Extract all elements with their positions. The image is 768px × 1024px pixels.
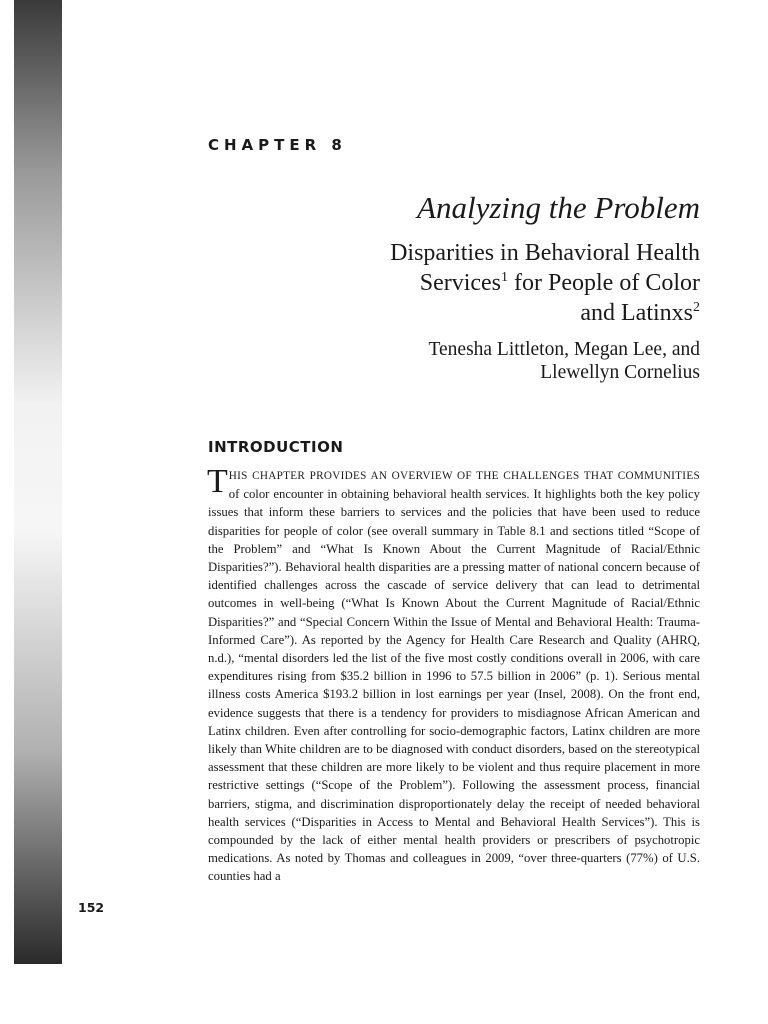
authors-line-2: Llewellyn Cornelius [540, 362, 700, 383]
subtitle-line-1: Disparities in Behavioral Health [390, 240, 700, 266]
chapter-label: CHAPTER 8 [208, 136, 347, 154]
authors-line-1: Tenesha Littleton, Megan Lee, and [428, 339, 700, 360]
subtitle-line-2-end: for People of Color [508, 270, 700, 296]
footnote-marker-1[interactable]: 1 [501, 270, 509, 285]
body-text: of color encounter in obtaining behavioral health services. It highlights both the key policy issues that inform these barriers to services and the policies that have been used to reduce disparities for people of color (see overall summary in Table 8.1 and sections titled “Scope of the Problem” and “What Is Known About the Current Magnitude of Racial/Ethnic Disparities?”). Behavioral health disparities are a pressing matter of national concern because of identified challenges across the cascade of service delivery that can lead to detrimental outcomes in well-being (“What Is Known About the Current Magnitude of Racial/Ethnic Disparities?” and “Special Concern Within the Issue of Mental and Behavioral Health: Trauma-Informed Care”). As reported by the Agency for Health Care Research and Quality (AHRQ, n.d.), “mental disorders led the list of the five most costly conditions overall in 2006, with care expenditures rising from $35.2 billion in 1996 to 57.5 billion in 2006” (p. 1). Serious mental illness costs America $193.2 billion in lost earnings per year (Insel, 2008). On the front end, evidence suggests that there is a tendency for providers to misdiagnose African American and Latinx children. Even after controlling for socio-demographic factors, Latinx children are more likely than White children are to be diagnosed with conduct disorders, based on the stereotypical assessment that these children are more likely to be violent and thus require placement in more restrictive settings (“Scope of the Problem”). Following the assessment process, financial barriers, stigma, and discrimination disproportionately delay the receipt of needed behavioral health services (“Disparities in Access to Mental and Behavioral Health Services”). This is compounded by the lack of either mental health providers or prescribers of psychotropic medications. As noted by Thomas and colleagues in 2009, “over three-quarters (77%) of U.S. counties had a [208, 487, 700, 884]
chapter-title: Analyzing the Problem [417, 190, 700, 225]
chapter-subtitle [260, 238, 700, 328]
drop-cap: T [207, 463, 228, 500]
footnote-marker-2[interactable]: 2 [693, 300, 700, 315]
lead-in-caps: HIS CHAPTER PROVIDES AN OVERVIEW OF THE CHALLENGES THAT COMMUNITIES [228, 470, 700, 482]
body-paragraph [207, 463, 700, 886]
subtitle-line-3-text: and Latinxs [580, 300, 693, 326]
subtitle-line-2-start: Services [419, 270, 502, 296]
subtitle-line-3 [260, 298, 700, 328]
decorative-side-bar [14, 0, 62, 964]
page-number: 152 [78, 900, 105, 915]
subtitle-line-2 [260, 268, 700, 298]
section-heading: INTRODUCTION [208, 438, 344, 456]
author-list [260, 338, 700, 384]
